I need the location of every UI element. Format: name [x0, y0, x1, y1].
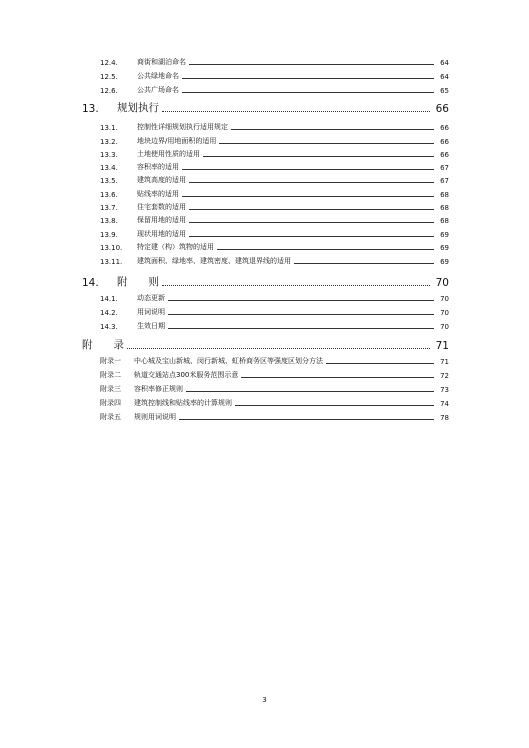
leader-line [231, 129, 434, 130]
toc-entry-number: 13.7. [100, 204, 118, 212]
toc-entry-page: 69 [440, 258, 449, 266]
toc-appendix-entry[interactable] [100, 412, 449, 422]
toc-entry-title: 贴线率的适用 [137, 190, 179, 198]
toc-entry-page: 70 [440, 295, 449, 303]
toc-entry-number: 13.3. [100, 151, 118, 159]
toc-entry-page: 69 [440, 231, 449, 239]
toc-entry-number: 13.4. [100, 164, 118, 172]
toc-entry-page: 68 [440, 204, 449, 212]
toc-appendix-title: 规则用词说明 [134, 413, 176, 421]
leader-line [189, 236, 434, 237]
toc-appendix-page: 73 [440, 386, 449, 394]
leader-line [235, 405, 434, 406]
toc-entry-title: 保留用地的适用 [137, 216, 186, 224]
toc-entry-title: 地块边界/用地面积的适用 [137, 137, 217, 145]
toc-entry-title: 动态更新 [137, 294, 165, 302]
toc-appendix-title: 建筑控制线和贴线率的计算规则 [134, 399, 232, 407]
leader-line [219, 143, 434, 144]
toc-appendix-entry[interactable] [100, 370, 449, 380]
toc-entry-number: 13.11. [100, 258, 123, 266]
toc-entry-number: 13.2. [100, 138, 118, 146]
toc-appendix-page: 74 [440, 400, 449, 408]
toc-entry[interactable] [100, 242, 449, 252]
page-number: 3 [262, 696, 267, 704]
leader-line [189, 64, 434, 65]
toc-entry-page: 67 [440, 177, 449, 185]
toc-appendix-entry[interactable] [100, 356, 449, 366]
toc-entry[interactable] [100, 162, 449, 172]
leader-line [189, 182, 434, 183]
toc-entry-title: 生效日期 [137, 322, 165, 330]
toc-appendix-number: 附录五 [100, 413, 121, 421]
toc-entry-page: 66 [440, 151, 449, 159]
toc-entry-title: 建筑面积、绿地率、建筑密度、建筑退界线的适用 [137, 257, 291, 265]
leader-line [241, 377, 434, 378]
toc-entry-page: 66 [440, 124, 449, 132]
leader-line [189, 222, 434, 223]
toc-chapter-title: 规划执行 [117, 102, 159, 114]
dot-leader [127, 348, 430, 349]
leader-line [179, 419, 434, 420]
toc-entry-number: 13.8. [100, 217, 118, 225]
toc-entry-title: 特定建（构）筑物的适用 [137, 243, 214, 251]
toc-entry-number: 14.2. [100, 309, 118, 317]
toc-entry-page: 64 [440, 59, 449, 67]
leader-line [186, 391, 434, 392]
toc-entry-number: 13.6. [100, 191, 118, 199]
leader-line [182, 78, 434, 79]
toc-appendix-entry[interactable] [100, 384, 449, 394]
toc-appendix-number: 附录一 [100, 357, 121, 365]
toc-entry[interactable] [100, 229, 449, 239]
leader-line [168, 300, 434, 301]
toc-appendix-page: 78 [440, 414, 449, 422]
toc-entry[interactable] [100, 149, 449, 159]
toc-entry-title: 控制性详细规划执行适用规定 [137, 123, 228, 131]
toc-appendix-page: 71 [440, 358, 449, 366]
toc-entry[interactable] [100, 307, 449, 317]
leader-line [168, 328, 434, 329]
toc-entry-page: 68 [440, 191, 449, 199]
toc-chapter-number: 13. [82, 103, 99, 115]
leader-line [217, 249, 434, 250]
toc-entry-number: 12.4. [100, 59, 118, 67]
toc-entry[interactable] [100, 175, 449, 185]
toc-entry[interactable] [100, 57, 449, 67]
toc-chapter[interactable] [82, 101, 449, 115]
toc-entry-page: 65 [440, 87, 449, 95]
leader-line [203, 156, 434, 157]
toc-entry[interactable] [100, 122, 449, 132]
toc-entry-page: 70 [440, 323, 449, 331]
leader-line [182, 196, 434, 197]
toc-entry-number: 13.5. [100, 177, 118, 185]
toc-chapter-number: 14. [82, 277, 99, 289]
leader-line [326, 363, 434, 364]
toc-entry-number: 13.9. [100, 231, 118, 239]
toc-entry-page: 66 [440, 138, 449, 146]
toc-entry[interactable] [100, 136, 449, 146]
toc-chapter-title: 附 录 [82, 339, 124, 351]
toc-entry-number: 12.5. [100, 73, 118, 81]
leader-line [294, 263, 434, 264]
toc-appendix-number: 附录三 [100, 385, 121, 393]
toc-appendix-title: 轨道交通站点300米服务范围示意 [134, 371, 239, 379]
toc-entry-page: 64 [440, 73, 449, 81]
toc-entry[interactable] [100, 202, 449, 212]
leader-line [182, 92, 434, 93]
toc-entry-title: 商街和湖泊命名 [137, 58, 186, 66]
toc-appendix-page: 72 [440, 372, 449, 380]
toc-appendix-title: 容积率修正规则 [134, 385, 183, 393]
toc-entry-number: 12.6. [100, 87, 118, 95]
toc-entry[interactable] [100, 189, 449, 199]
toc-entry-title: 容积率的适用 [137, 163, 179, 171]
toc-entry[interactable] [100, 85, 449, 95]
toc-entry[interactable] [100, 293, 449, 303]
toc-entry-title: 土地使用性质的适用 [137, 150, 200, 158]
toc-appendix-number: 附录四 [100, 399, 121, 407]
toc-entry-number: 13.10. [100, 244, 123, 252]
leader-line [189, 209, 434, 210]
toc-entry[interactable] [100, 321, 449, 331]
toc-appendix-title: 中心城及宝山新城、闵行新城、虹桥商务区等强度区划分方法 [134, 357, 323, 365]
toc-entry-title: 公共绿地命名 [137, 72, 179, 80]
dot-leader [162, 285, 430, 286]
toc-entry-title: 住宅套数的适用 [137, 203, 186, 211]
toc-entry-page: 69 [440, 244, 449, 252]
toc-entry-page: 67 [440, 164, 449, 172]
toc-entry-number: 13.1. [100, 124, 118, 132]
toc-chapter-appendix[interactable] [82, 338, 449, 352]
toc-appendix-number: 附录二 [100, 371, 121, 379]
toc-entry[interactable] [100, 215, 449, 225]
toc-entry[interactable] [100, 256, 449, 266]
toc-entry-number: 14.1. [100, 295, 118, 303]
leader-line [168, 314, 434, 315]
toc-chapter-page: 70 [435, 277, 449, 289]
toc-entry-page: 70 [440, 309, 449, 317]
toc-entry-title: 用词说明 [137, 308, 165, 316]
leader-line [182, 169, 434, 170]
toc-entry-title: 公共广场命名 [137, 86, 179, 94]
dot-leader [162, 111, 430, 112]
toc-entry-page: 68 [440, 217, 449, 225]
toc-appendix-entry[interactable] [100, 398, 449, 408]
toc-entry-title: 建筑高度的适用 [137, 176, 186, 184]
toc-entry[interactable] [100, 71, 449, 81]
toc-chapter[interactable] [82, 275, 449, 289]
toc-entry-number: 14.3. [100, 323, 118, 331]
toc-entry-title: 现状用地的适用 [137, 230, 186, 238]
toc-chapter-page: 71 [435, 340, 449, 352]
toc-chapter-title: 附 则 [117, 276, 159, 288]
toc-chapter-page: 66 [435, 103, 449, 115]
